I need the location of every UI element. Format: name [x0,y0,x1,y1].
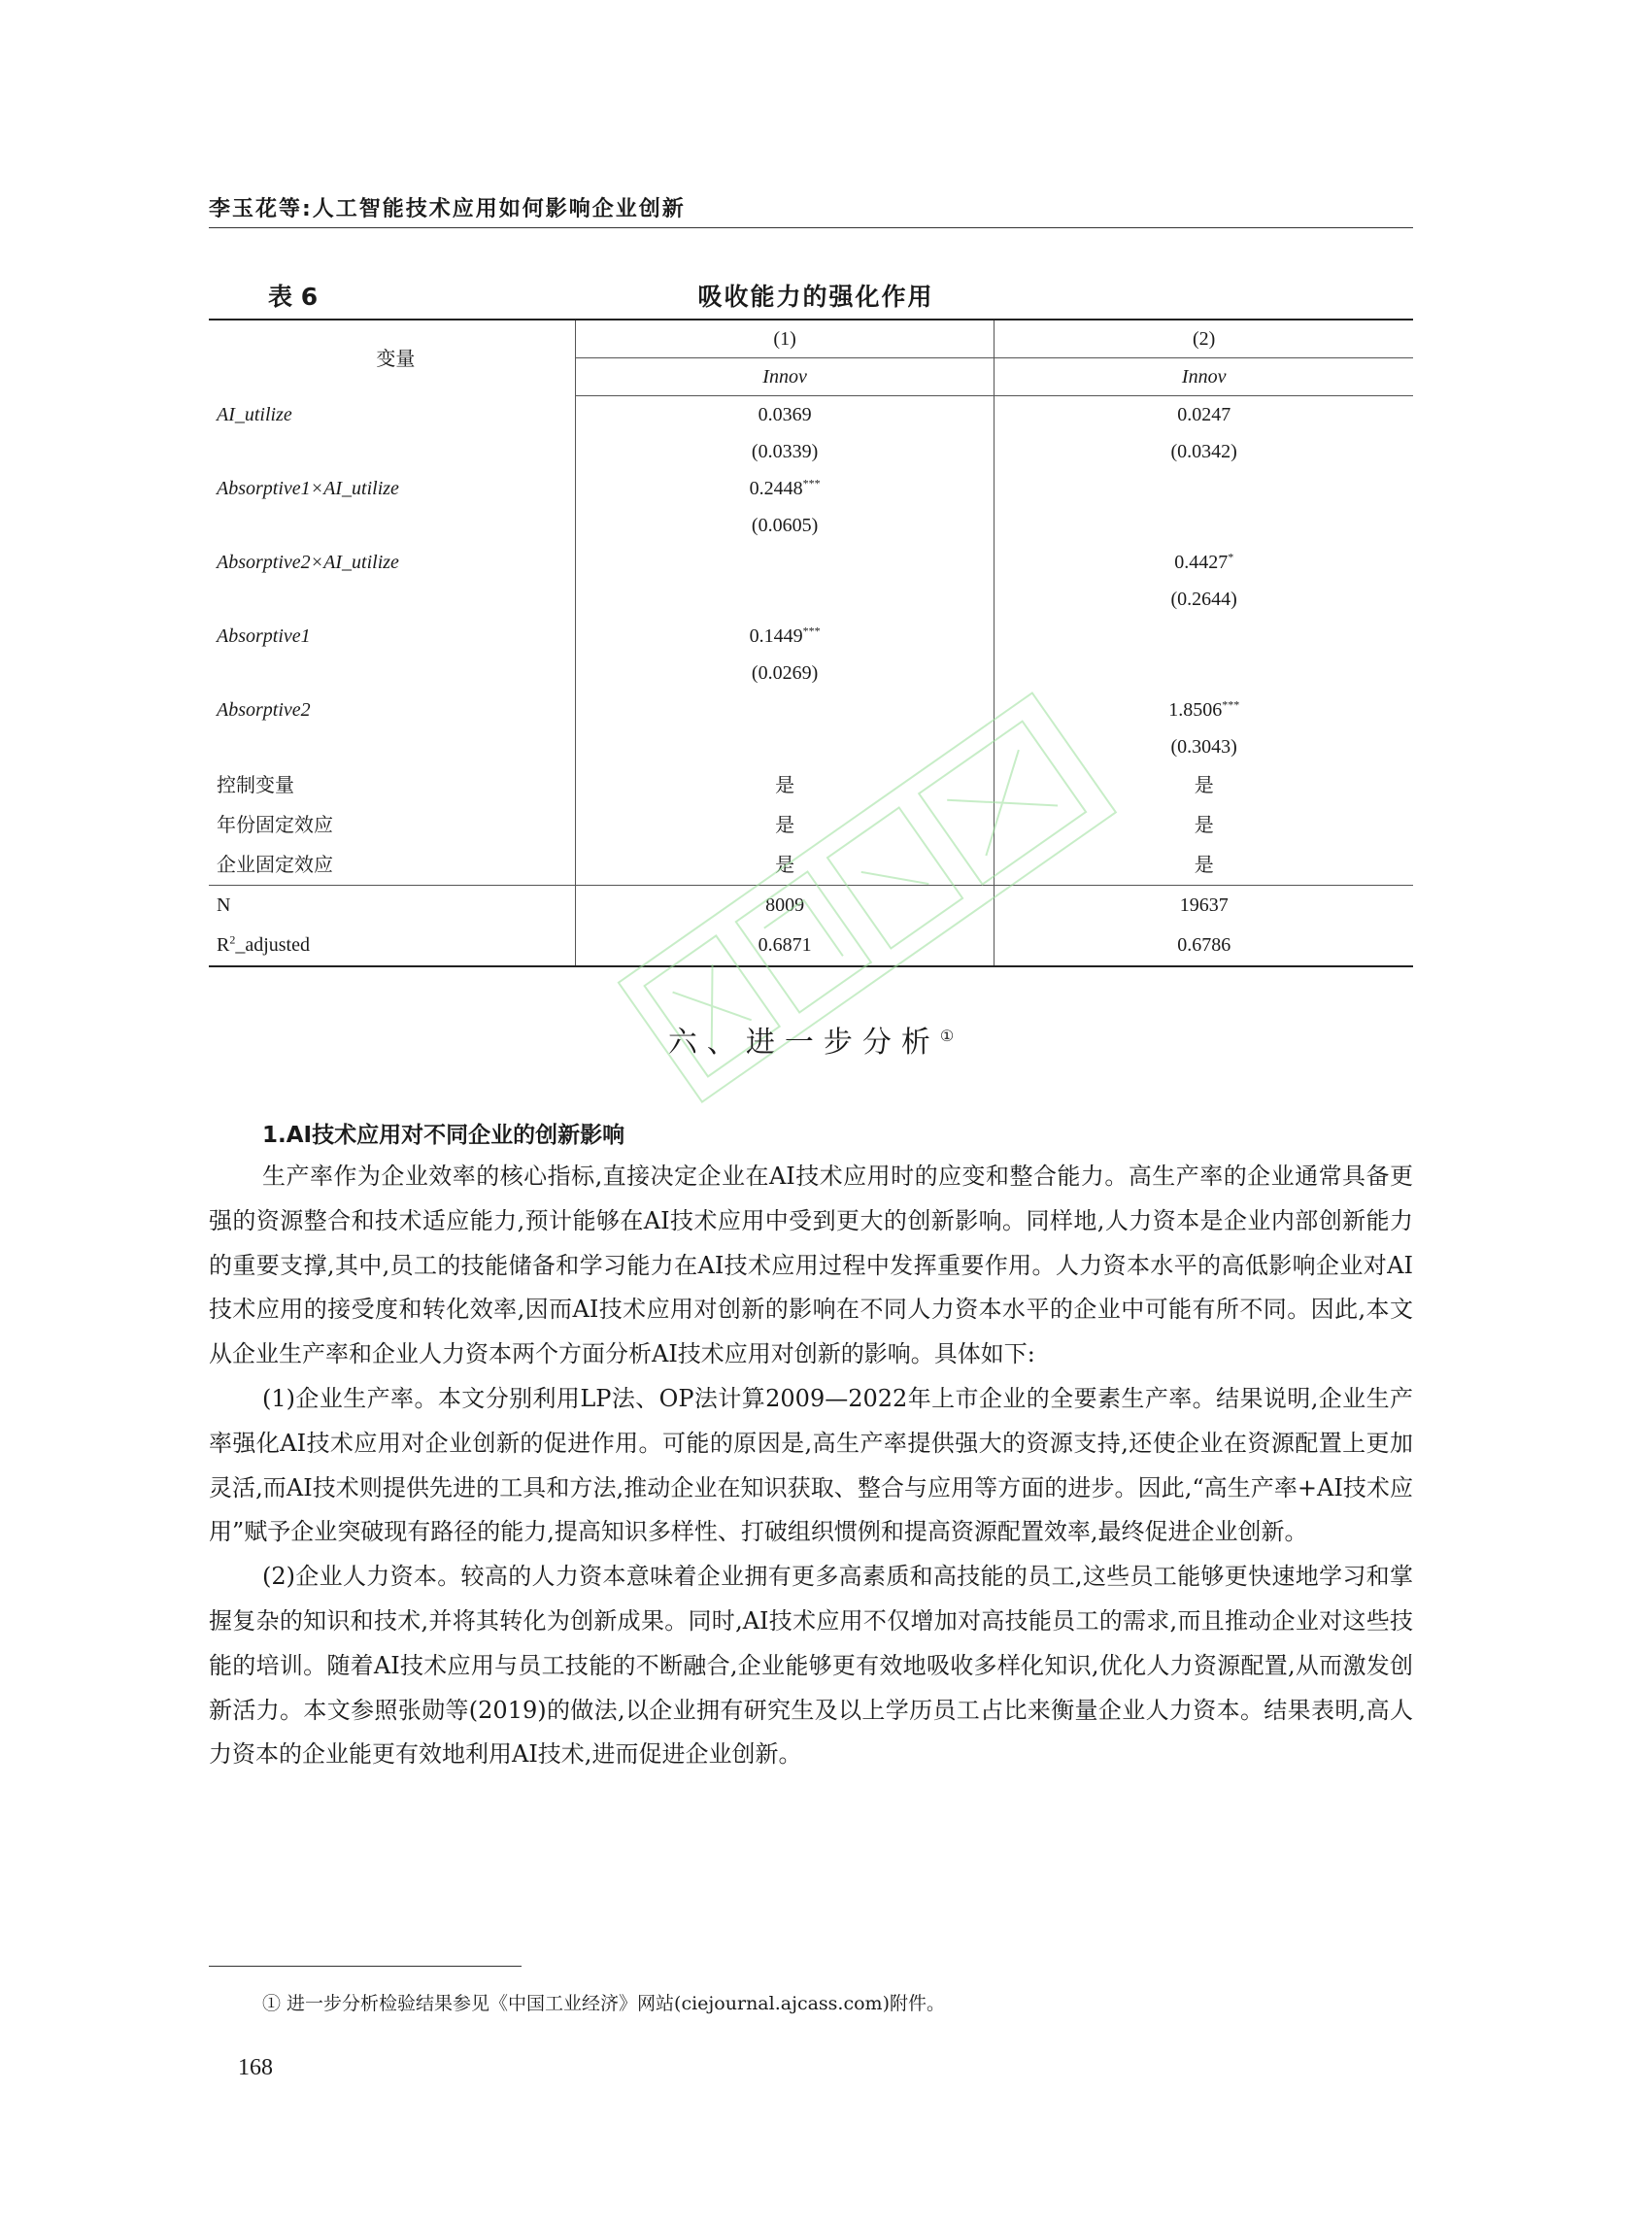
coef-cell: 0.1449*** [575,618,995,655]
footnote: ① 进一步分析检验结果参见《中国工业经济》网站(ciejournal.ajcass.com)附件。 [262,1993,945,2014]
table-row [209,396,1413,434]
coef-cell: 1.8506*** [995,691,1413,728]
se-cell: (0.2644) [995,581,1413,618]
n-cell: 8009 [575,886,995,927]
variable-header: 变量 [209,320,575,396]
table-row [209,470,1413,507]
r2-cell: 0.6786 [995,926,1413,966]
row-label: Absorptive1 [217,625,311,647]
column-2-header: (2) [995,320,1413,358]
row-label: 企业固定效应 [217,853,333,876]
footnote-rule [209,1966,522,1967]
control-cell: 是 [995,805,1413,845]
row-label: N [209,886,575,927]
paragraph: 生产率作为企业效率的核心指标,直接决定企业在AI技术应用时的应变和整合能力。高生产率的企业通常具备更强的资源整合和技术适应能力,预计能够在AI技术应用中受到更大的创新影响。同样地,人力资本是企业内部创新能力的重要支撑,其中,员工的技能储备和学习能力在AI技术应用过程中发挥重要作用。人力资本水平的高低影响企业对AI技术应用的接受度和转化效率,因而AI技术应用对创新的影响在不同人力资本水平的企业中可能有所不同。因此,本文从企业生产率和企业人力资本两个方面分析AI技术应用对创新的影响。具体如下: [209,1163,1413,1368]
coef-cell [995,470,1413,507]
row-label: Absorptive1×AI_utilize [217,478,399,499]
subsection-heading: 1.AI技术应用对不同企业的创新影响 [262,1123,625,1148]
r2-cell: 0.6871 [575,926,995,966]
paragraph: (2)企业人力资本。较高的人力资本意味着企业拥有更多高素质和高技能的员工,这些员工能够更快速地学习和掌握复杂的知识和技术,并将其转化为创新成果。同时,AI技术应用不仅增加对高技能员工的需求,而且推动企业对这些技能的培训。随着AI技术应用与员工技能的不断融合,企业能够更有效地吸收多样化知识,优化人力资源配置,从而激发创新活力。本文参照张勋等(2019)的做法,以企业拥有研究生及以上学历员工占比来衡量企业人力资本。结果表明,高人力资本的企业能更有效地利用AI技术,进而促进企业创新。 [209,1563,1413,1769]
coef-cell: 0.4427* [995,544,1413,581]
se-cell [995,507,1413,544]
table-title: 吸收能力的强化作用 [697,283,934,311]
column-2-dependent-variable: Innov [995,358,1413,396]
se-cell: (0.3043) [995,728,1413,765]
control-cell: 是 [995,765,1413,805]
coef-cell: 0.0369 [575,396,995,434]
row-label: Absorptive2×AI_utilize [217,552,399,573]
control-cell: 是 [995,845,1413,886]
row-label: Absorptive2 [217,699,311,721]
coef-cell: 0.2448*** [575,470,995,507]
se-cell: (0.0269) [575,655,995,691]
se-cell: (0.0339) [575,433,995,470]
page-number: 168 [238,2055,273,2080]
row-label: 控制变量 [217,773,294,796]
row-label: $R^2\_adjusted$ [209,926,575,966]
header-rule [209,227,1413,228]
section-title: 六、进一步分析① [667,1026,955,1060]
se-cell: (0.0342) [995,433,1413,470]
table-row [209,433,1413,470]
column-1-header: (1) [575,320,995,358]
n-cell: 19637 [995,886,1413,927]
body-text [209,1155,1413,1777]
control-cell: 是 [575,765,995,805]
control-cell: 是 [575,805,995,845]
row-label: 年份固定效应 [217,813,333,836]
watermark-stamp [524,554,1204,1233]
running-head: 李玉花等:人工智能技术应用如何影响企业创新 [209,197,686,221]
table-number: 表 6 [268,283,319,311]
column-1-dependent-variable: Innov [575,358,995,396]
table-row [209,507,1413,544]
row-label: AI_utilize [217,403,292,425]
coef-cell: 0.0247 [995,396,1413,434]
paragraph: (1)企业生产率。本文分别利用LP法、OP法计算2009—2022年上市企业的全要素生产率。结果说明,企业生产率强化AI技术应用对企业创新的促进作用。可能的原因是,高生产率提供强大的资源支持,还使企业在资源配置上更加灵活,而AI技术则提供先进的工具和方法,推动企业在知识获取、整合与应用等方面的进步。因此,“高生产率+AI技术应用”赋予企业突破现有路径的能力,提高知识多样性、打破组织惯例和提高资源配置效率,最终促进企业创新。 [209,1384,1413,1546]
se-cell: (0.0605) [575,507,995,544]
footnote-marker: ① [939,1027,955,1045]
control-cell: 是 [575,845,995,886]
